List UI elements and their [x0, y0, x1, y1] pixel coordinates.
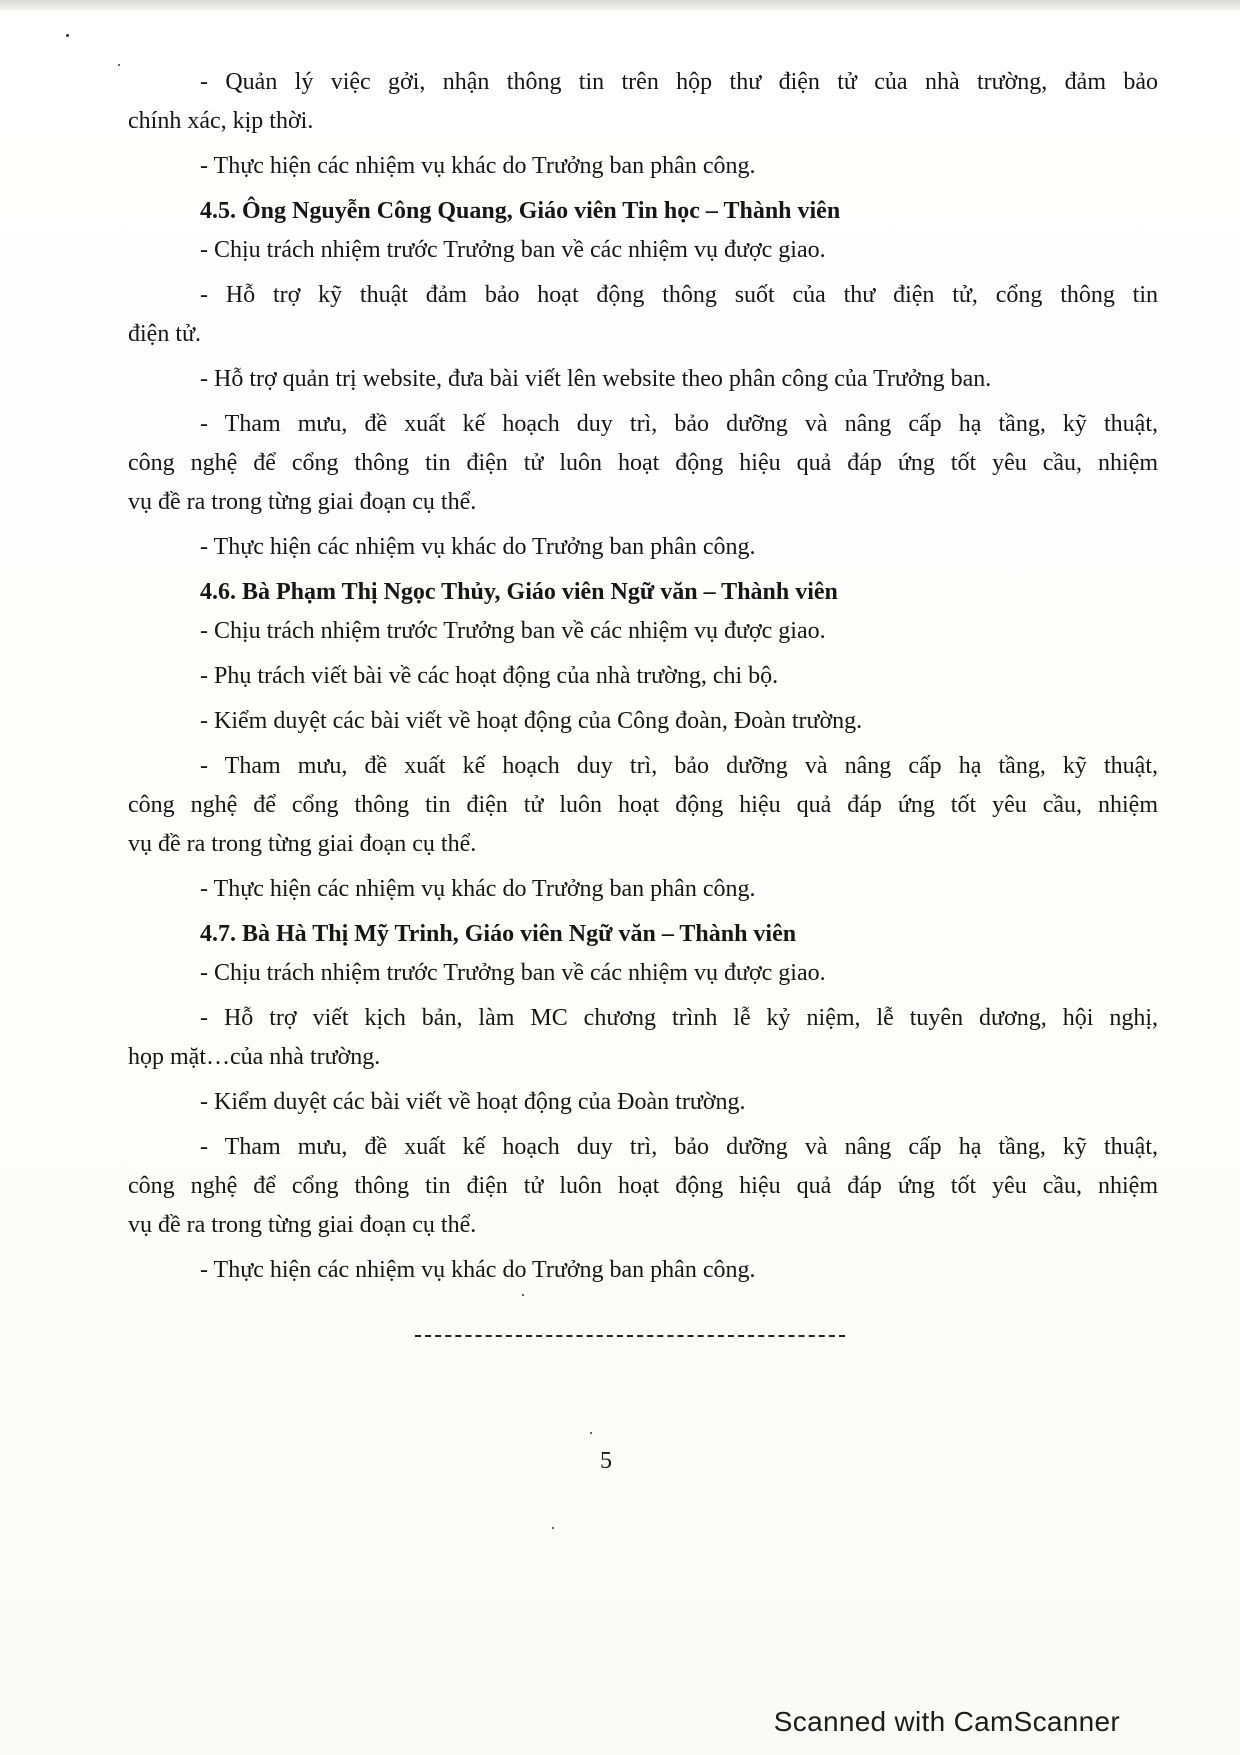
- text-line: vụ đề ra trong từng giai đoạn cụ thể.: [128, 831, 477, 857]
- text-line: - Hỗ trợ kỹ thuật đảm bảo hoạt động thông suốt của thư điện tử, cổng thông tin: [200, 282, 1158, 308]
- text-line: điện tử.: [128, 321, 201, 347]
- paragraph: [128, 528, 1158, 567]
- paragraph: [128, 1083, 1158, 1122]
- page-number: 5: [600, 1448, 612, 1474]
- section-heading: 4.6. Bà Phạm Thị Ngọc Thủy, Giáo viên Ngữ văn – Thành viên: [200, 579, 838, 605]
- paragraph: [128, 702, 1158, 741]
- paragraph: [128, 747, 1158, 864]
- text-line: - Tham mưu, đề xuất kế hoạch duy trì, bảo dưỡng và nâng cấp hạ tầng, kỹ thuật,: [200, 411, 1158, 437]
- paragraph: [128, 276, 1158, 354]
- text-line: công nghệ để cổng thông tin điện tử luôn hoạt động hiệu quả đáp ứng tốt yêu cầu, nhiệm: [128, 450, 1158, 476]
- text-line: công nghệ để cổng thông tin điện tử luôn hoạt động hiệu quả đáp ứng tốt yêu cầu, nhiệm: [128, 792, 1158, 818]
- section-divider: [415, 1335, 845, 1337]
- scan-speck: [552, 1527, 554, 1529]
- text-line: - Thực hiện các nhiệm vụ khác do Trưởng ban phân công.: [200, 534, 756, 560]
- section-heading: 4.7. Bà Hà Thị Mỹ Trinh, Giáo viên Ngữ văn – Thành viên: [200, 921, 797, 947]
- text-line: - Kiểm duyệt các bài viết về hoạt động của Đoàn trường.: [200, 1089, 746, 1115]
- text-line: chính xác, kịp thời.: [128, 108, 314, 134]
- text-line: - Thực hiện các nhiệm vụ khác do Trưởng ban phân công.: [200, 876, 756, 902]
- paragraph: [128, 954, 1158, 993]
- section-intro: [128, 63, 1158, 186]
- text-line: họp mặt…của nhà trường.: [128, 1044, 381, 1070]
- text-line: - Tham mưu, đề xuất kế hoạch duy trì, bảo dưỡng và nâng cấp hạ tầng, kỹ thuật,: [200, 1134, 1158, 1160]
- paragraph: [128, 405, 1158, 522]
- section-s47: [128, 915, 1158, 1290]
- camscanner-watermark: Scanned with CamScanner: [773, 1706, 1120, 1737]
- text-line: vụ đề ra trong từng giai đoạn cụ thể.: [128, 1212, 477, 1238]
- text-line: - Chịu trách nhiệm trước Trưởng ban về các nhiệm vụ được giao.: [200, 960, 826, 986]
- paragraph: [128, 999, 1158, 1077]
- text-line: - Chịu trách nhiệm trước Trưởng ban về các nhiệm vụ được giao.: [200, 237, 826, 263]
- text-line: - Hỗ trợ quản trị website, đưa bài viết lên website theo phân công của Trưởng ban.: [200, 366, 992, 392]
- scan-speck: [66, 34, 69, 37]
- text-line: - Hỗ trợ viết kịch bản, làm MC chương trình lễ kỷ niệm, lễ tuyên dương, hội nghị,: [200, 1005, 1158, 1031]
- text-line: - Kiểm duyệt các bài viết về hoạt động của Công đoàn, Đoàn trường.: [200, 708, 863, 734]
- paragraph: [128, 147, 1158, 186]
- paragraph: [128, 657, 1158, 696]
- section-heading: 4.5. Ông Nguyễn Công Quang, Giáo viên Tin học – Thành viên: [200, 198, 841, 224]
- paragraph: [128, 360, 1158, 399]
- paragraph: [128, 63, 1158, 141]
- paragraph: [128, 1251, 1158, 1290]
- paragraph: [128, 231, 1158, 270]
- scan-speck: [590, 1432, 592, 1434]
- text-line: - Thực hiện các nhiệm vụ khác do Trưởng ban phân công.: [200, 153, 756, 179]
- paragraph: [128, 612, 1158, 651]
- text-line: công nghệ để cổng thông tin điện tử luôn hoạt động hiệu quả đáp ứng tốt yêu cầu, nhiệm: [128, 1173, 1158, 1199]
- text-line: - Thực hiện các nhiệm vụ khác do Trưởng ban phân công.: [200, 1257, 756, 1283]
- section-s46: [128, 573, 1158, 909]
- text-line: - Quản lý việc gởi, nhận thông tin trên hộp thư điện tử của nhà trường, đảm bảo: [200, 69, 1158, 95]
- text-line: vụ đề ra trong từng giai đoạn cụ thể.: [128, 489, 477, 515]
- scan-top-edge: [0, 0, 1240, 10]
- document-body: [128, 63, 1158, 1296]
- scan-speck: [118, 64, 120, 66]
- paragraph: [128, 870, 1158, 909]
- text-line: - Chịu trách nhiệm trước Trưởng ban về các nhiệm vụ được giao.: [200, 618, 826, 644]
- text-line: - Phụ trách viết bài về các hoạt động của nhà trường, chi bộ.: [200, 663, 779, 689]
- section-s45: [128, 192, 1158, 567]
- text-line: - Tham mưu, đề xuất kế hoạch duy trì, bảo dưỡng và nâng cấp hạ tầng, kỹ thuật,: [200, 753, 1158, 779]
- paragraph: [128, 1128, 1158, 1245]
